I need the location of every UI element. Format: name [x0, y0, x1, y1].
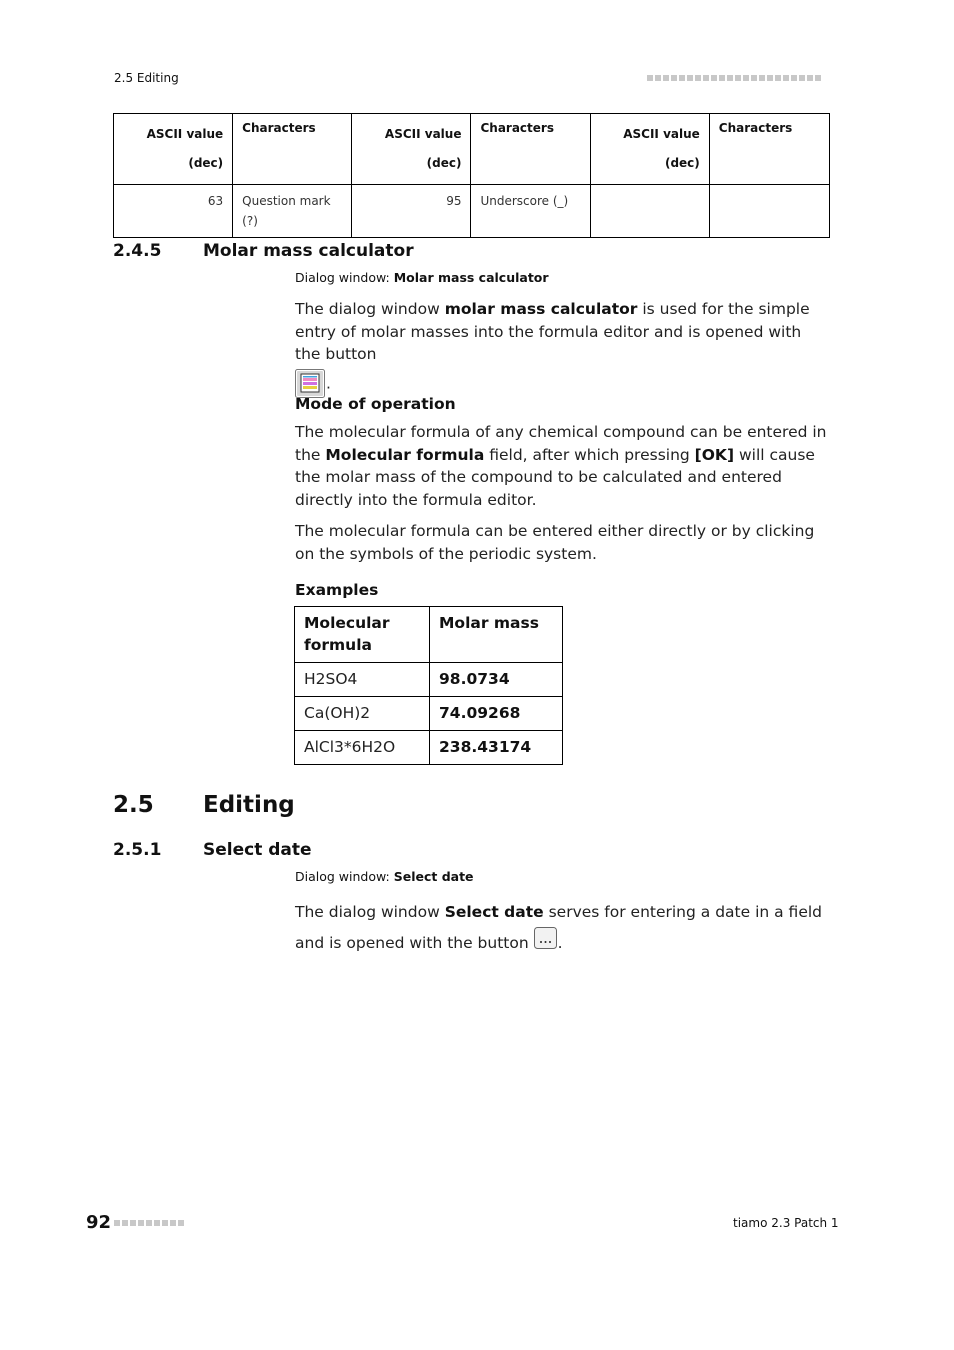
section-heading-2-5: 2.5 Editing	[113, 792, 295, 818]
select-date-paragraph: The dialog window Select date serves for entering a date in a field and is opened with the button .	[295, 903, 823, 952]
examples-heading: Examples	[295, 581, 379, 599]
table-row	[295, 697, 563, 731]
table-cell: Underscore (_)	[471, 185, 590, 238]
ascii-header-value: ASCII value (dec)	[114, 114, 233, 185]
molar-mass-cell: 238.43174	[430, 731, 563, 765]
table-cell: 63	[114, 185, 233, 238]
table-row	[114, 185, 830, 238]
molar-mass-cell: 98.0734	[430, 663, 563, 697]
ellipsis-button-icon	[534, 927, 558, 950]
table-cell	[709, 185, 829, 238]
ascii-header-characters: Characters	[233, 114, 352, 185]
section-heading-2-5-1: 2.5.1 Select date	[113, 840, 312, 860]
footer-decoration	[114, 1220, 184, 1226]
column-header-molar-mass: Molar mass	[430, 607, 563, 663]
formula-cell: Ca(OH)2	[295, 697, 430, 731]
molar-mass-calculator-icon	[295, 369, 326, 399]
ascii-header-value: ASCII value (dec)	[590, 114, 709, 185]
table-row	[295, 663, 563, 697]
examples-table	[294, 606, 563, 765]
table-cell	[590, 185, 709, 238]
ascii-table	[113, 113, 830, 238]
ascii-table-header-row	[114, 114, 830, 185]
table-cell: 95	[352, 185, 471, 238]
examples-header-row	[295, 607, 563, 663]
footer-product: tiamo 2.3 Patch 1	[733, 1216, 839, 1230]
header-decoration	[647, 75, 821, 81]
dialog-window-label: Dialog window: Select date	[295, 869, 474, 884]
dialog-window-label: Dialog window: Molar mass calculator	[295, 270, 549, 285]
column-header-formula: Molecular formula	[295, 607, 430, 663]
ascii-header-characters: Characters	[471, 114, 590, 185]
mode-of-operation-heading: Mode of operation	[295, 395, 456, 413]
running-header-section: 2.5 Editing	[114, 71, 179, 85]
periodic-system-paragraph: The molecular formula can be entered either directly or by clicking on the symbols of the periodic system.	[295, 522, 815, 563]
ascii-header-value: ASCII value (dec)	[352, 114, 471, 185]
molar-mass-cell: 74.09268	[430, 697, 563, 731]
section-heading-2-4-5: 2.4.5 Molar mass calculator	[113, 241, 414, 261]
table-cell: Question mark (?)	[233, 185, 352, 238]
mode-of-operation-paragraph: The molecular formula of any chemical compound can be entered in the Molecular formula field, after which pressing [OK] will cause the molar mass of the compound to be calculated and entered directly into the formula editor.	[295, 423, 827, 509]
formula-cell: AlCl3*6H2O	[295, 731, 430, 765]
molar-intro-paragraph: The dialog window molar mass calculator is used for the simple entry of molar masses into the formula editor and is opened with the button .	[295, 298, 830, 399]
ascii-header-characters: Characters	[709, 114, 829, 185]
table-row	[295, 731, 563, 765]
page-number: 92	[86, 1212, 112, 1233]
formula-cell: H2SO4	[295, 663, 430, 697]
